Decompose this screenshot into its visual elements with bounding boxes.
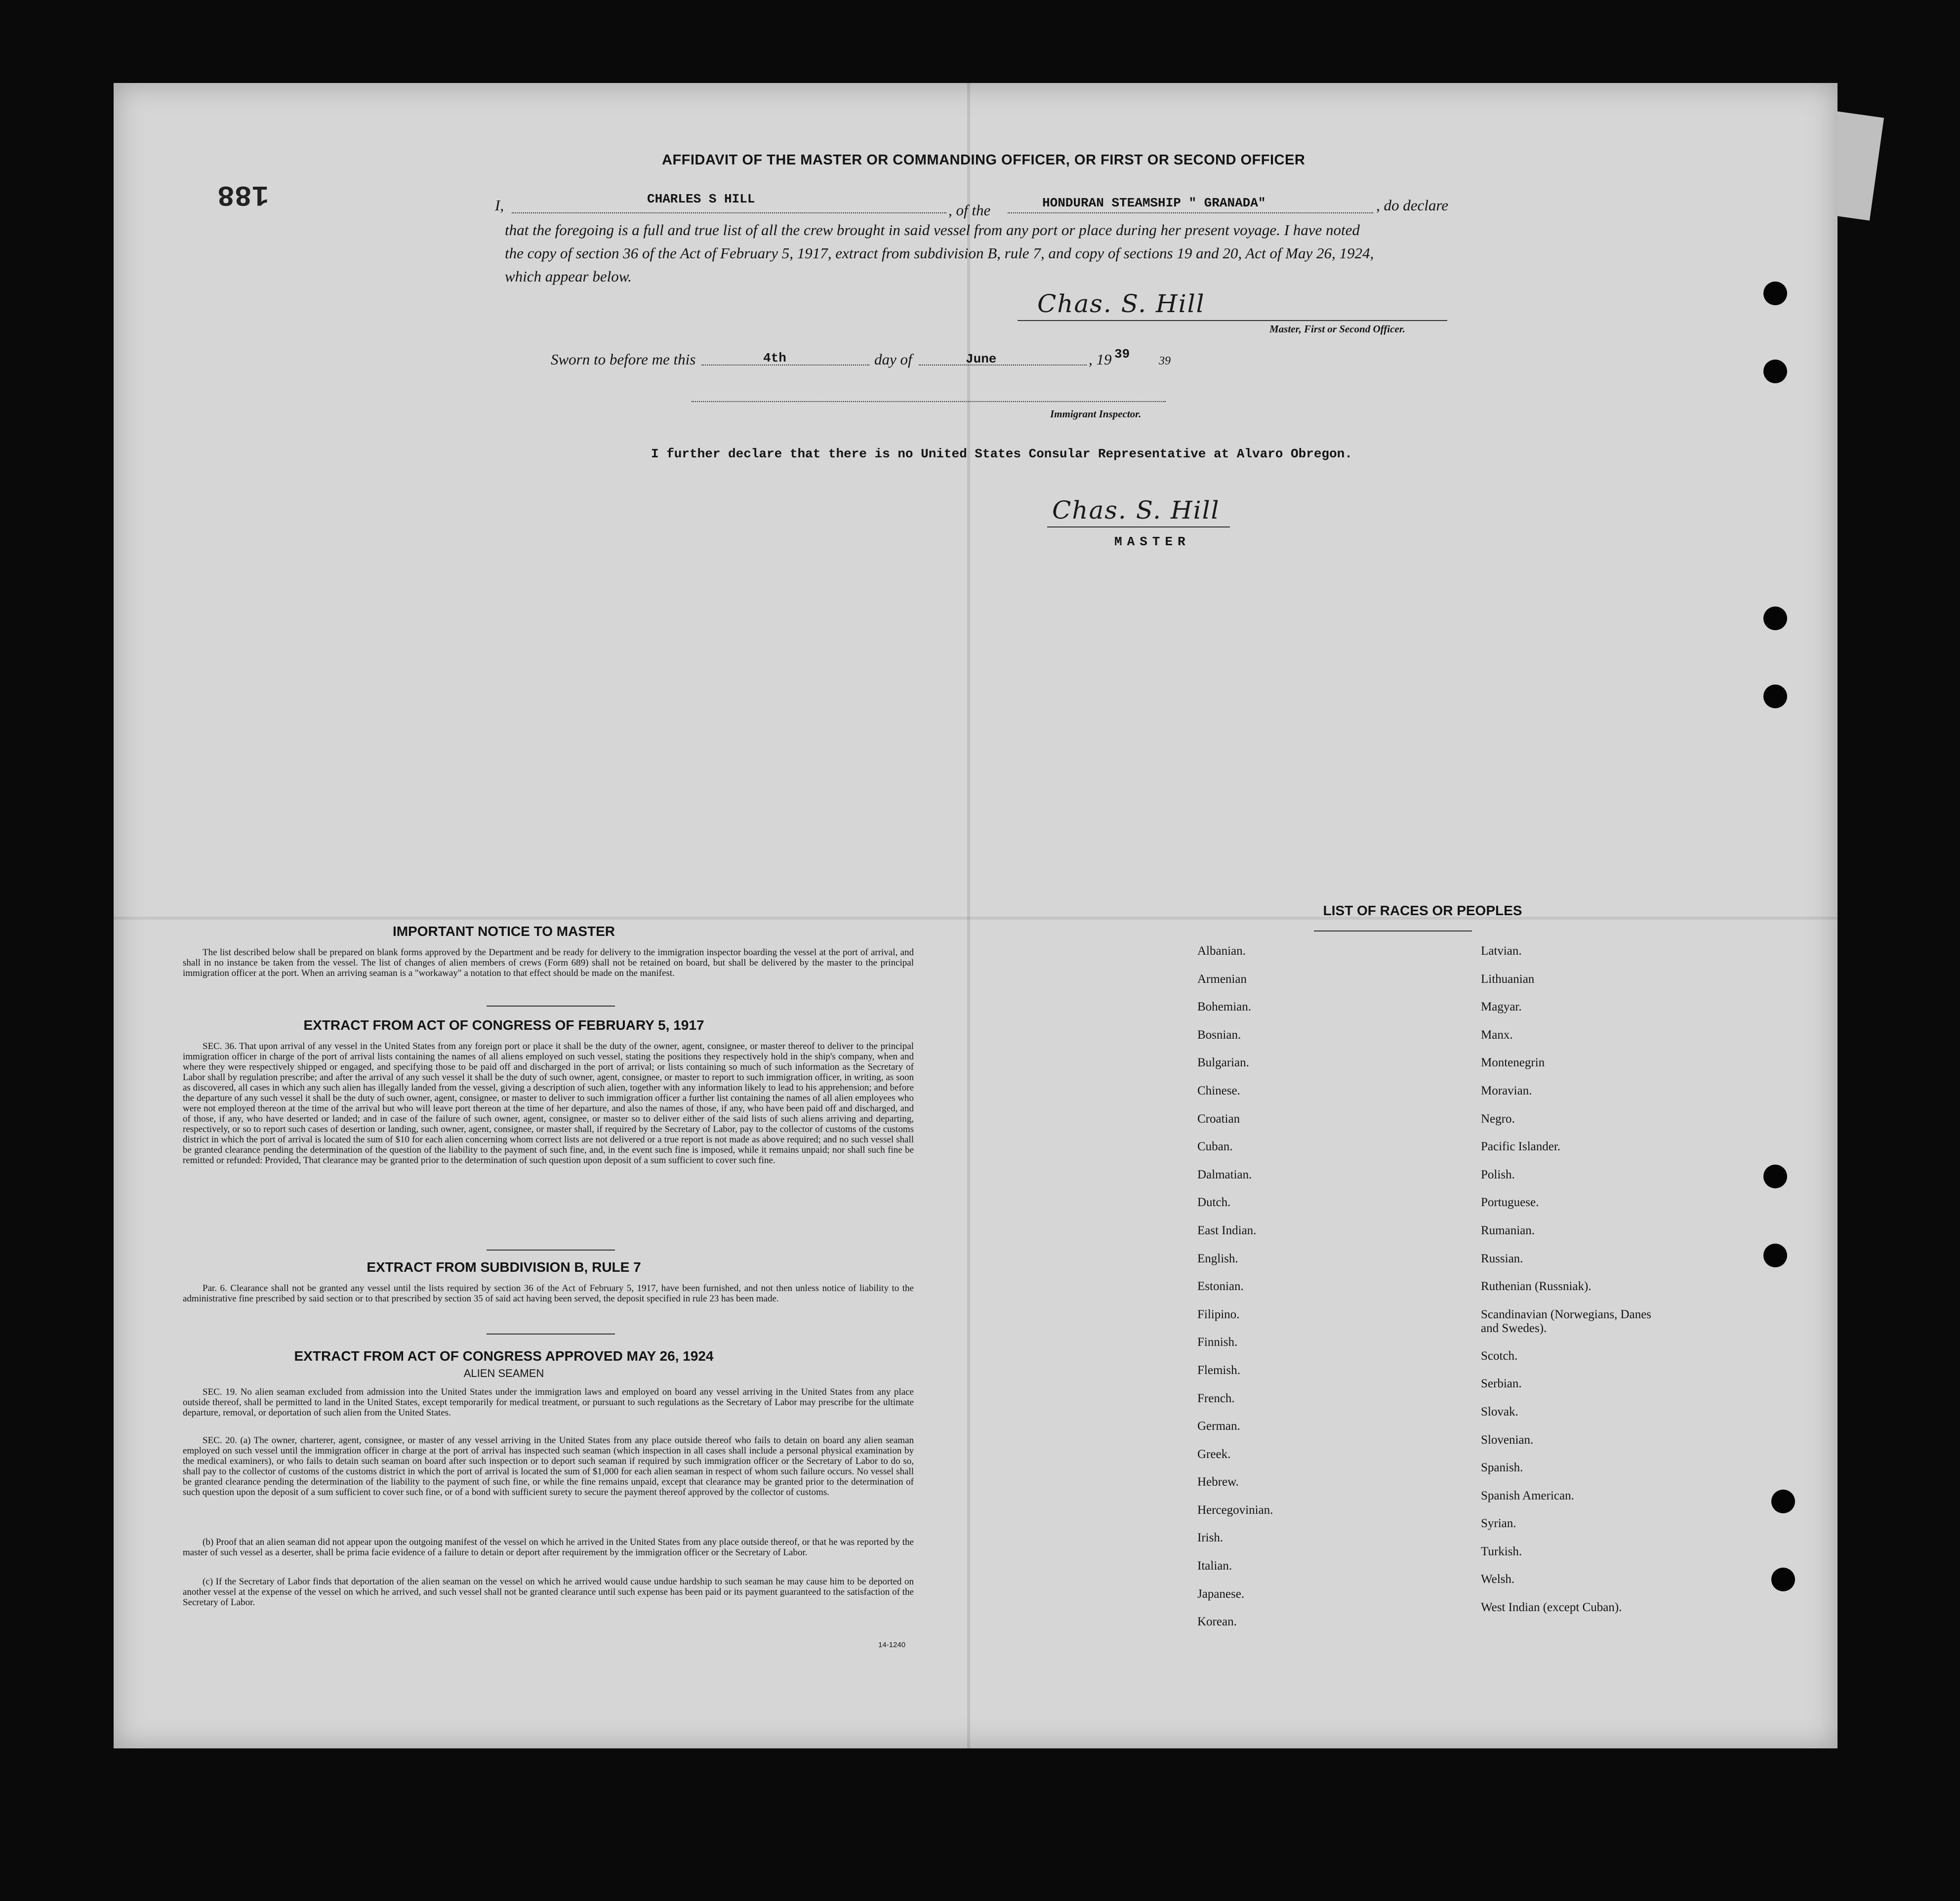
act-1924-subheading: ALIEN SEAMEN: [463, 1367, 544, 1379]
master-name: CHARLES S HILL: [647, 192, 755, 206]
race-item: Serbian.: [1481, 1377, 1522, 1391]
act-1924-sec20c: (c) If the Secretary of Labor finds that deportation of the alien seaman on the vessel on which he arrived would cause undue hardship to such seaman he may cause him to be deported on another vessel at the expense of the vessel on which he arrived, and such vessel shall not be granted clearance until such expense has been paid or its payment guaranteed to the satisfaction of the Secretary of Labor.: [183, 1577, 914, 1608]
race-item: Greek.: [1197, 1447, 1231, 1461]
form-number: 14-1240: [878, 1641, 906, 1649]
master-label: MASTER: [1114, 534, 1190, 549]
race-item: Spanish American.: [1481, 1489, 1574, 1502]
notice-rule: [487, 1006, 615, 1007]
sworn-label: Sworn to before me this: [551, 351, 696, 368]
race-item: Estonian.: [1197, 1280, 1244, 1294]
punch-hole: [1763, 607, 1787, 630]
rule7-heading: EXTRACT FROM SUBDIVISION B, RULE 7: [367, 1259, 641, 1275]
race-item: Armenian: [1197, 972, 1247, 986]
race-item: Filipino.: [1197, 1307, 1240, 1321]
act-1917-rule: [487, 1250, 615, 1251]
act-1924-sec20b: (b) Proof that an alien seaman did not appear upon the outgoing manifest of the vessel on which he arrived in the United States from any place outside thereof, or that he was reported by the master of such vessel as a deserter, shall be prima facie evidence of a failure to detain or deport after requirement by the immigration officer or the Secretary of Labor.: [183, 1537, 914, 1558]
race-item: Italian.: [1197, 1559, 1232, 1573]
punch-hole: [1763, 282, 1787, 305]
rule7-rule: [487, 1334, 615, 1335]
races-rule: [1314, 930, 1472, 931]
race-item: Scandinavian (Norwegians, Danes and Swedes).: [1481, 1307, 1652, 1335]
races-left-column: [1197, 944, 1273, 1643]
punch-hole: [1763, 1244, 1787, 1267]
vertical-fold: [967, 83, 970, 1748]
race-item: Latvian.: [1481, 944, 1522, 958]
race-item: Albanian.: [1197, 944, 1246, 958]
race-item: Flemish.: [1197, 1363, 1240, 1377]
race-item: Pacific Islander.: [1481, 1140, 1561, 1154]
race-item: Chinese.: [1197, 1084, 1240, 1097]
race-item: Irish.: [1197, 1531, 1224, 1545]
race-item: English.: [1197, 1252, 1238, 1265]
race-item: Bosnian.: [1197, 1028, 1241, 1042]
day-of-label: day of: [874, 351, 912, 368]
race-item: Croatian: [1197, 1112, 1240, 1126]
race-item: Dalmatian.: [1197, 1168, 1252, 1181]
act-1924-sec20a: SEC. 20. (a) The owner, charterer, agent, consignee, or master of any vessel arriving in the United States from any place outside thereof who fails to detain on board any alien seaman employed on such vessel until the immigration officer in charge at the port of arrival has inspected such seaman (which inspection in all cases shall include a personal physical examination by the medical examiners), or who fails to detain such seaman on board after such inspection or to deport such seaman if required by such immigration officer or the Secretary of Labor to do so, shall pay to the collector of customs of the customs district in which the port of arrival is located the sum of $1,000 for each alien seaman in respect of whom such failure occurs. No vessel shall be granted clearance pending the determination of the liability to the payment of such fine, or while the fine remains unpaid, except that clearance may be granted prior to the determination of such question upon the deposit of a sum sufficient to cover such fine, or of a bond with sufficient surety to secure the payment thereof approved by the collector of customs.: [183, 1435, 914, 1497]
race-item: Negro.: [1481, 1112, 1515, 1126]
act-1924-heading: EXTRACT FROM ACT OF CONGRESS APPROVED MAY 26, 1924: [294, 1348, 714, 1364]
sworn-month: June: [966, 352, 997, 366]
notice-text: The list described below shall be prepared on blank forms approved by the Department and be ready for delivery to the immigration inspector boarding the vessel at the port of arrival, and shall in no instance be taken from the vessel. The list of changes of alien members of crews (Form 689) shall not be retained on board, but shall be delivered by the master to the principal immigration officer at the port. When an arriving seaman is a "workaway" a notation to that effect should be made on the manifest.: [183, 947, 914, 978]
act-1917-text: SEC. 36. That upon arrival of any vessel in the United States from any foreign port or place it shall be the duty of the owner, agent, consignee, or master thereof to deliver to the principal immigration officer in charge of the port of arrival lists containing the names of all aliens employed on such vessel, stating the positions they respectively hold in the ship's company, when and where they were respectively shipped or engaged, and specifying those to be paid off and discharged in the port of arrival; or lists containing so much of such information as the Secretary of Labor shall by regulation prescribe; and after the arrival of any such vessel it shall be the duty of such owner, agent, consignee, or master to report to such immigration officer, in writing, as soon as discovered, all cases in which any such alien has illegally landed from the vessel, giving a description of such alien, together with any information likely to lead to his apprehension; and before the departure of any such vessel it shall be the duty of such owner, agent, consignee, or master to deliver to such immigration officer a further list containing the names of all alien employees who were not employed thereon at the time of the arrival but who will leave port thereon at the time of her departure, and also the names of those, if any, who have been paid off and discharged, and of those, if any, who have deserted or landed; and in case of the failure of such owner, agent, consignee, or master so to deliver either of the said lists of such aliens arriving and departing, respectively, or so to report such cases of desertion or landing, such owner, agent, consignee, or master shall, if required by the Secretary of Labor, pay to the collector of customs of the customs district in which the port of arrival is located the sum of $10 for each alien concerning whom correct lists are not delivered or a true report is not made as above required; and no such vessel shall be granted clearance pending the determination of the question of the liability to the payment of such fine, and, in the event such fine is imposed, while it remains unpaid; nor shall such fine be remitted or refunded: Provided, That clearance may be granted prior to the determination of such question upon deposit of a sum sufficient to cover such fine.: [183, 1041, 914, 1166]
race-item: Bulgarian.: [1197, 1056, 1249, 1070]
race-item: Slovak.: [1481, 1405, 1518, 1418]
race-item: Montenegrin: [1481, 1056, 1545, 1070]
affidavit-body-line3: which appear below.: [505, 268, 632, 285]
race-item: East Indian.: [1197, 1223, 1257, 1237]
sworn-month-line: [919, 364, 1087, 365]
race-item: Hebrew.: [1197, 1475, 1239, 1489]
i-label: I,: [495, 197, 504, 214]
inspector-label: Immigrant Inspector.: [1050, 408, 1142, 420]
race-item: French.: [1197, 1391, 1235, 1405]
race-item: Finnish.: [1197, 1335, 1238, 1349]
inspector-line: [692, 401, 1166, 402]
race-item: Korean.: [1197, 1615, 1237, 1629]
race-item: Bohemian.: [1197, 1000, 1252, 1014]
affidavit-title: AFFIDAVIT OF THE MASTER OR COMMANDING OFFICER, OR FIRST OR SECOND OFFICER: [662, 152, 1306, 168]
year-suffix: 39: [1159, 355, 1171, 367]
race-item: West Indian (except Cuban).: [1481, 1601, 1622, 1615]
stamp-number: 188: [217, 178, 269, 210]
race-item: Portuguese.: [1481, 1196, 1539, 1210]
sworn-day: 4th: [763, 351, 786, 365]
further-declaration: I further declare that there is no United States Consular Representative at Alvaro Obregon.: [651, 446, 1352, 461]
master-signature: Chas. S. Hill: [1037, 289, 1205, 318]
race-item: Ruthenian (Russniak).: [1481, 1280, 1592, 1294]
race-item: Syrian.: [1481, 1517, 1516, 1531]
punch-hole: [1771, 1568, 1795, 1591]
rule7-text: Par. 6. Clearance shall not be granted any vessel until the lists required by section 36 of the Act of February 5, 1917, have been furnished, and not then unless notice of liability to the administrative fine prescribed by said section or to that prescribed by section 35 of said act having been served, the deposit specified in rule 23 has been made.: [183, 1283, 914, 1304]
race-item: Japanese.: [1197, 1587, 1245, 1601]
year-typed: 39: [1114, 347, 1130, 362]
race-item: Hercegovinian.: [1197, 1503, 1273, 1517]
signature-line: [1018, 320, 1447, 321]
race-item: Polish.: [1481, 1168, 1515, 1181]
vessel-name: HONDURAN STEAMSHIP " GRANADA": [1042, 196, 1266, 210]
signer-title: Master, First or Second Officer.: [1269, 323, 1405, 335]
act-1917-heading: EXTRACT FROM ACT OF CONGRESS OF FEBRUARY 5, 1917: [303, 1017, 704, 1033]
race-item: Cuban.: [1197, 1140, 1233, 1154]
signature2-line: [1047, 526, 1230, 527]
races-heading: LIST OF RACES OR PEOPLES: [1323, 903, 1522, 918]
affidavit-body-line2: the copy of section 36 of the Act of February 5, 1917, extract from subdivision B, rule 7, and copy of sections 19 and 20, Act of May 26, 1924,: [505, 244, 1374, 262]
race-item: Scotch.: [1481, 1349, 1518, 1363]
punch-hole: [1763, 685, 1787, 708]
punch-hole: [1771, 1490, 1795, 1513]
do-declare-label: , do declare: [1376, 197, 1449, 214]
punch-hole: [1763, 1165, 1787, 1188]
race-item: Turkish.: [1481, 1544, 1522, 1558]
race-item: Dutch.: [1197, 1196, 1231, 1210]
notice-heading: IMPORTANT NOTICE TO MASTER: [392, 924, 615, 939]
race-item: German.: [1197, 1419, 1240, 1433]
race-item: Russian.: [1481, 1252, 1523, 1265]
race-item: Manx.: [1481, 1028, 1513, 1042]
master-signature-2: Chas. S. Hill: [1052, 496, 1220, 525]
race-item: Lithuanian: [1481, 972, 1535, 986]
of-the-label: , of the: [948, 202, 991, 219]
act-1924-sec19: SEC. 19. No alien seaman excluded from admission into the United States under the immigration laws and employed on board any vessel arriving in the United States from any place outside thereof, shall be permitted to land in the United States, except temporarily for medical treatment, or pursuant to such regulations as the Secretary of Labor may prescribe for the ultimate departure, removal, or deportation of such alien from the United States.: [183, 1387, 914, 1418]
race-item: Magyar.: [1481, 1000, 1522, 1014]
race-item: Spanish.: [1481, 1461, 1523, 1475]
race-item: Welsh.: [1481, 1573, 1515, 1586]
vessel-line: [1008, 212, 1373, 213]
punch-hole: [1763, 360, 1787, 383]
name-line: [512, 212, 946, 213]
race-item: Moravian.: [1481, 1084, 1532, 1097]
year-prefix: , 19: [1089, 351, 1112, 368]
race-item: Slovenian.: [1481, 1433, 1534, 1447]
races-right-column: [1481, 944, 1659, 1629]
affidavit-body-line1: that the foregoing is a full and true list of all the crew brought in said vessel from any port or place during her present voyage. I have noted: [505, 221, 1360, 239]
race-item: Rumanian.: [1481, 1223, 1535, 1237]
